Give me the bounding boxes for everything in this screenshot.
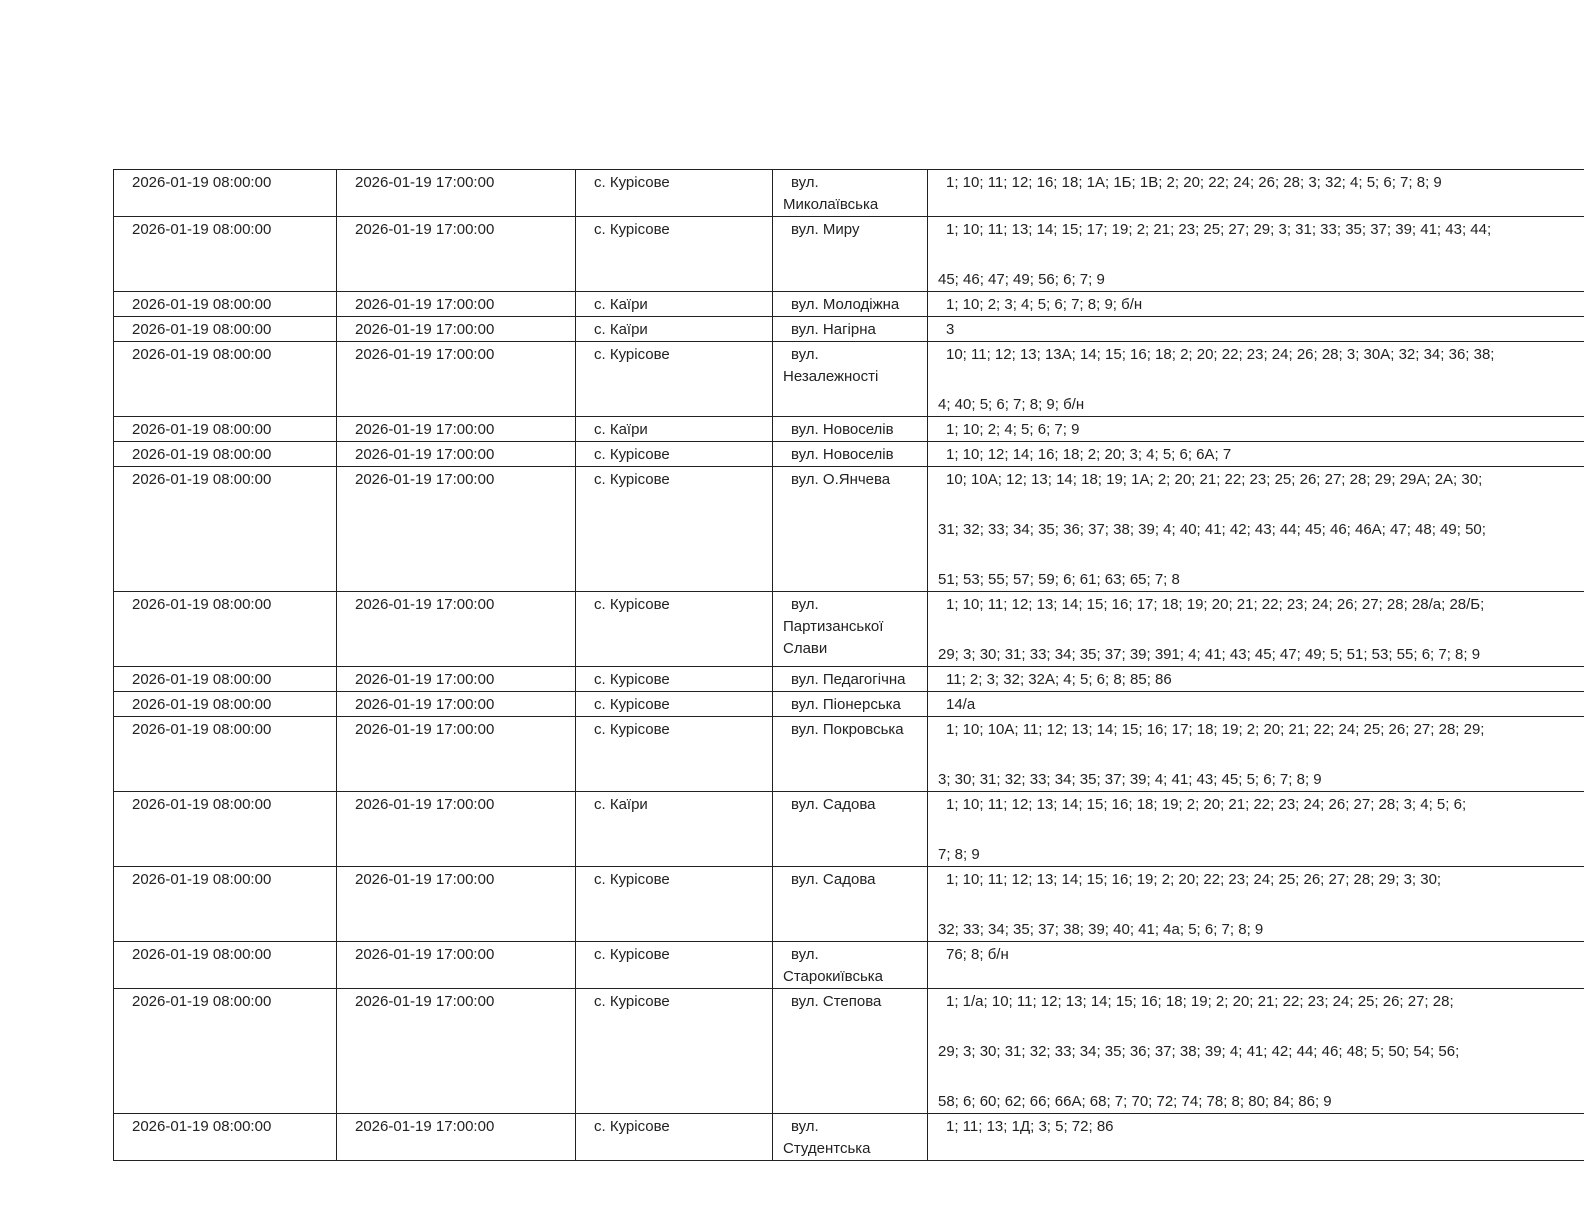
- start-time-cell: 2026-01-19 08:00:00: [114, 717, 337, 792]
- street-name-line: вул.: [791, 346, 819, 363]
- start-time-cell: 2026-01-19 08:00:00: [114, 217, 337, 292]
- end-time-cell: 2026-01-19 17:00:00: [337, 692, 576, 717]
- end-time-cell: 2026-01-19 17:00:00: [337, 989, 576, 1114]
- village-cell: с. Каїри: [576, 317, 773, 342]
- table-row: [114, 867, 1584, 942]
- village-cell: с. Курісове: [576, 592, 773, 667]
- house-numbers-cell: [928, 592, 1584, 667]
- table-row: [114, 467, 1584, 592]
- table-row: [114, 942, 1584, 989]
- end-time-cell: 2026-01-19 17:00:00: [337, 792, 576, 867]
- street-cell: [773, 467, 928, 592]
- end-time-cell: 2026-01-19 17:00:00: [337, 217, 576, 292]
- street-name-line: вул. Молодіжна: [791, 296, 900, 313]
- table-row: [114, 292, 1584, 317]
- house-numbers-line: 58; 6; 60; 62; 66; 66А; 68; 7; 70; 72; 74; 78; 8; 80; 84; 86; 9: [938, 1093, 1332, 1110]
- house-numbers-cell: [928, 942, 1584, 989]
- house-numbers-line: 1; 10; 12; 14; 16; 18; 2; 20; 3; 4; 5; 6; 6А; 7: [946, 446, 1232, 463]
- house-numbers-cell: [928, 317, 1584, 342]
- house-numbers-cell: [928, 217, 1584, 292]
- street-cell: [773, 692, 928, 717]
- house-numbers-line: 3; 30; 31; 32; 33; 34; 35; 37; 39; 4; 41; 43; 45; 5; 6; 7; 8; 9: [938, 771, 1322, 788]
- end-time-cell: 2026-01-19 17:00:00: [337, 317, 576, 342]
- table-row: [114, 792, 1584, 867]
- house-numbers-line: 1; 11; 13; 1Д; 3; 5; 72; 86: [946, 1118, 1114, 1135]
- street-name-line: вул.: [791, 1118, 819, 1135]
- house-numbers-line: 10; 11; 12; 13; 13А; 14; 15; 16; 18; 2; 20; 22; 23; 24; 26; 28; 3; 30А; 32; 34; 36; 38;: [946, 346, 1495, 363]
- street-name-line: Миколаївська: [783, 196, 879, 213]
- schedule-table-body: [114, 170, 1584, 1161]
- end-time-cell: 2026-01-19 17:00:00: [337, 292, 576, 317]
- street-name-line: вул. Новоселів: [791, 446, 894, 463]
- table-row: [114, 717, 1584, 792]
- start-time-cell: 2026-01-19 08:00:00: [114, 667, 337, 692]
- start-time-cell: 2026-01-19 08:00:00: [114, 292, 337, 317]
- house-numbers-cell: [928, 342, 1584, 417]
- table-row: [114, 989, 1584, 1114]
- street-name-line: Слави: [783, 640, 828, 657]
- street-name-line: вул.: [791, 596, 819, 613]
- table-row: [114, 1114, 1584, 1161]
- house-numbers-line: 11; 2; 3; 32; 32А; 4; 5; 6; 8; 85; 86: [946, 671, 1172, 688]
- street-cell: [773, 1114, 928, 1161]
- street-name-line: вул. Педагогічна: [791, 671, 906, 688]
- house-numbers-cell: [928, 292, 1584, 317]
- start-time-cell: 2026-01-19 08:00:00: [114, 592, 337, 667]
- street-name-line: вул. О.Янчева: [791, 471, 891, 488]
- start-time-cell: 2026-01-19 08:00:00: [114, 942, 337, 989]
- street-cell: [773, 792, 928, 867]
- table-row: [114, 317, 1584, 342]
- start-time-cell: 2026-01-19 08:00:00: [114, 467, 337, 592]
- house-numbers-line: 76; 8; б/н: [946, 946, 1009, 963]
- street-name-line: вул. Покровська: [791, 721, 904, 738]
- street-name-line: Партизанської: [783, 618, 884, 635]
- village-cell: с. Каїри: [576, 417, 773, 442]
- end-time-cell: 2026-01-19 17:00:00: [337, 442, 576, 467]
- street-cell: [773, 342, 928, 417]
- start-time-cell: 2026-01-19 08:00:00: [114, 692, 337, 717]
- house-numbers-cell: [928, 792, 1584, 867]
- house-numbers-line: 1; 10; 11; 12; 13; 14; 15; 16; 17; 18; 19; 20; 21; 22; 23; 24; 26; 27; 28; 28/а; 28/Б;: [946, 596, 1485, 613]
- start-time-cell: 2026-01-19 08:00:00: [114, 792, 337, 867]
- table-row: [114, 417, 1584, 442]
- start-time-cell: 2026-01-19 08:00:00: [114, 1114, 337, 1161]
- house-numbers-line: 31; 32; 33; 34; 35; 36; 37; 38; 39; 4; 40; 41; 42; 43; 44; 45; 46; 46А; 47; 48; 49; 50;: [938, 521, 1486, 538]
- house-numbers-line: 10; 10А; 12; 13; 14; 18; 19; 1А; 2; 20; 21; 22; 23; 25; 26; 27; 28; 29; 29А; 2А; 30;: [946, 471, 1483, 488]
- street-cell: [773, 592, 928, 667]
- village-cell: с. Курісове: [576, 442, 773, 467]
- street-cell: [773, 717, 928, 792]
- end-time-cell: 2026-01-19 17:00:00: [337, 867, 576, 942]
- house-numbers-line: 1; 10; 2; 3; 4; 5; 6; 7; 8; 9; б/н: [946, 296, 1143, 313]
- street-name-line: вул. Садова: [791, 796, 876, 813]
- street-cell: [773, 317, 928, 342]
- street-name-line: Студентська: [783, 1140, 871, 1157]
- village-cell: с. Курісове: [576, 217, 773, 292]
- house-numbers-cell: [928, 667, 1584, 692]
- village-cell: с. Курісове: [576, 867, 773, 942]
- table-row: [114, 170, 1584, 217]
- house-numbers-cell: [928, 867, 1584, 942]
- street-name-line: вул. Піонерська: [791, 696, 901, 713]
- street-name-line: Старокиївська: [783, 968, 884, 985]
- house-numbers-cell: [928, 417, 1584, 442]
- street-name-line: вул. Нагірна: [791, 321, 876, 338]
- start-time-cell: 2026-01-19 08:00:00: [114, 317, 337, 342]
- village-cell: с. Курісове: [576, 467, 773, 592]
- house-numbers-cell: [928, 170, 1584, 217]
- table-row: [114, 217, 1584, 292]
- table-row: [114, 342, 1584, 417]
- table-row: [114, 442, 1584, 467]
- house-numbers-line: 1; 10; 2; 4; 5; 6; 7; 9: [946, 421, 1080, 438]
- start-time-cell: 2026-01-19 08:00:00: [114, 442, 337, 467]
- outage-schedule-table: [113, 169, 1584, 1161]
- street-name-line: Незалежності: [783, 368, 879, 385]
- house-numbers-line: 1; 10; 10А; 11; 12; 13; 14; 15; 16; 17; 18; 19; 2; 20; 21; 22; 24; 25; 26; 27; 28; 29;: [946, 721, 1485, 738]
- village-cell: с. Курісове: [576, 942, 773, 989]
- village-cell: с. Курісове: [576, 1114, 773, 1161]
- street-cell: [773, 217, 928, 292]
- house-numbers-line: 7; 8; 9: [938, 846, 980, 863]
- end-time-cell: 2026-01-19 17:00:00: [337, 592, 576, 667]
- village-cell: с. Курісове: [576, 667, 773, 692]
- start-time-cell: 2026-01-19 08:00:00: [114, 417, 337, 442]
- house-numbers-cell: [928, 692, 1584, 717]
- house-numbers-line: 29; 3; 30; 31; 32; 33; 34; 35; 36; 37; 38; 39; 4; 41; 42; 44; 46; 48; 5; 50; 54; 56;: [938, 1043, 1460, 1060]
- house-numbers-line: 1; 1/а; 10; 11; 12; 13; 14; 15; 16; 18; 19; 2; 20; 21; 22; 23; 24; 25; 26; 27; 28;: [946, 993, 1454, 1010]
- village-cell: с. Курісове: [576, 342, 773, 417]
- end-time-cell: 2026-01-19 17:00:00: [337, 342, 576, 417]
- house-numbers-line: 3: [946, 321, 955, 338]
- end-time-cell: 2026-01-19 17:00:00: [337, 170, 576, 217]
- house-numbers-line: 1; 10; 11; 12; 16; 18; 1А; 1Б; 1В; 2; 20; 22; 24; 26; 28; 3; 32; 4; 5; 6; 7; 8; 9: [946, 174, 1442, 191]
- village-cell: с. Курісове: [576, 717, 773, 792]
- table-row: [114, 692, 1584, 717]
- street-name-line: вул. Новоселів: [791, 421, 894, 438]
- village-cell: с. Курісове: [576, 989, 773, 1114]
- village-cell: с. Каїри: [576, 292, 773, 317]
- end-time-cell: 2026-01-19 17:00:00: [337, 717, 576, 792]
- house-numbers-line: 1; 10; 11; 13; 14; 15; 17; 19; 2; 21; 23; 25; 27; 29; 3; 31; 33; 35; 37; 39; 41; 43; 44;: [946, 221, 1492, 238]
- start-time-cell: 2026-01-19 08:00:00: [114, 989, 337, 1114]
- street-name-line: вул.: [791, 946, 819, 963]
- street-cell: [773, 442, 928, 467]
- table-row: [114, 592, 1584, 667]
- end-time-cell: 2026-01-19 17:00:00: [337, 1114, 576, 1161]
- street-name-line: вул. Садова: [791, 871, 876, 888]
- street-cell: [773, 417, 928, 442]
- house-numbers-cell: [928, 1114, 1584, 1161]
- house-numbers-cell: [928, 442, 1584, 467]
- end-time-cell: 2026-01-19 17:00:00: [337, 417, 576, 442]
- house-numbers-cell: [928, 989, 1584, 1114]
- house-numbers-line: 29; 3; 30; 31; 33; 34; 35; 37; 39; 391; 4; 41; 43; 45; 47; 49; 5; 51; 53; 55; 6; 7; 8; 9: [938, 646, 1481, 663]
- table-row: [114, 667, 1584, 692]
- street-cell: [773, 989, 928, 1114]
- street-cell: [773, 667, 928, 692]
- street-cell: [773, 942, 928, 989]
- village-cell: с. Каїри: [576, 792, 773, 867]
- house-numbers-cell: [928, 717, 1584, 792]
- street-name-line: вул. Степова: [791, 993, 882, 1010]
- house-numbers-line: 32; 33; 34; 35; 37; 38; 39; 40; 41; 4а; 5; 6; 7; 8; 9: [938, 921, 1264, 938]
- house-numbers-line: 1; 10; 11; 12; 13; 14; 15; 16; 18; 19; 2; 20; 21; 22; 23; 24; 26; 27; 28; 3; 4; 5; 6;: [946, 796, 1467, 813]
- end-time-cell: 2026-01-19 17:00:00: [337, 942, 576, 989]
- village-cell: с. Курісове: [576, 692, 773, 717]
- end-time-cell: 2026-01-19 17:00:00: [337, 467, 576, 592]
- house-numbers-line: 1; 10; 11; 12; 13; 14; 15; 16; 19; 2; 20; 22; 23; 24; 25; 26; 27; 28; 29; 3; 30;: [946, 871, 1442, 888]
- start-time-cell: 2026-01-19 08:00:00: [114, 170, 337, 217]
- house-numbers-line: 14/а: [946, 696, 976, 713]
- village-cell: с. Курісове: [576, 170, 773, 217]
- street-name-line: вул. Миру: [791, 221, 860, 238]
- house-numbers-line: 51; 53; 55; 57; 59; 6; 61; 63; 65; 7; 8: [938, 571, 1180, 588]
- street-cell: [773, 292, 928, 317]
- street-cell: [773, 867, 928, 942]
- house-numbers-line: 4; 40; 5; 6; 7; 8; 9; б/н: [938, 396, 1085, 413]
- house-numbers-cell: [928, 467, 1584, 592]
- street-cell: [773, 170, 928, 217]
- house-numbers-line: 45; 46; 47; 49; 56; 6; 7; 9: [938, 271, 1105, 288]
- start-time-cell: 2026-01-19 08:00:00: [114, 867, 337, 942]
- end-time-cell: 2026-01-19 17:00:00: [337, 667, 576, 692]
- start-time-cell: 2026-01-19 08:00:00: [114, 342, 337, 417]
- street-name-line: вул.: [791, 174, 819, 191]
